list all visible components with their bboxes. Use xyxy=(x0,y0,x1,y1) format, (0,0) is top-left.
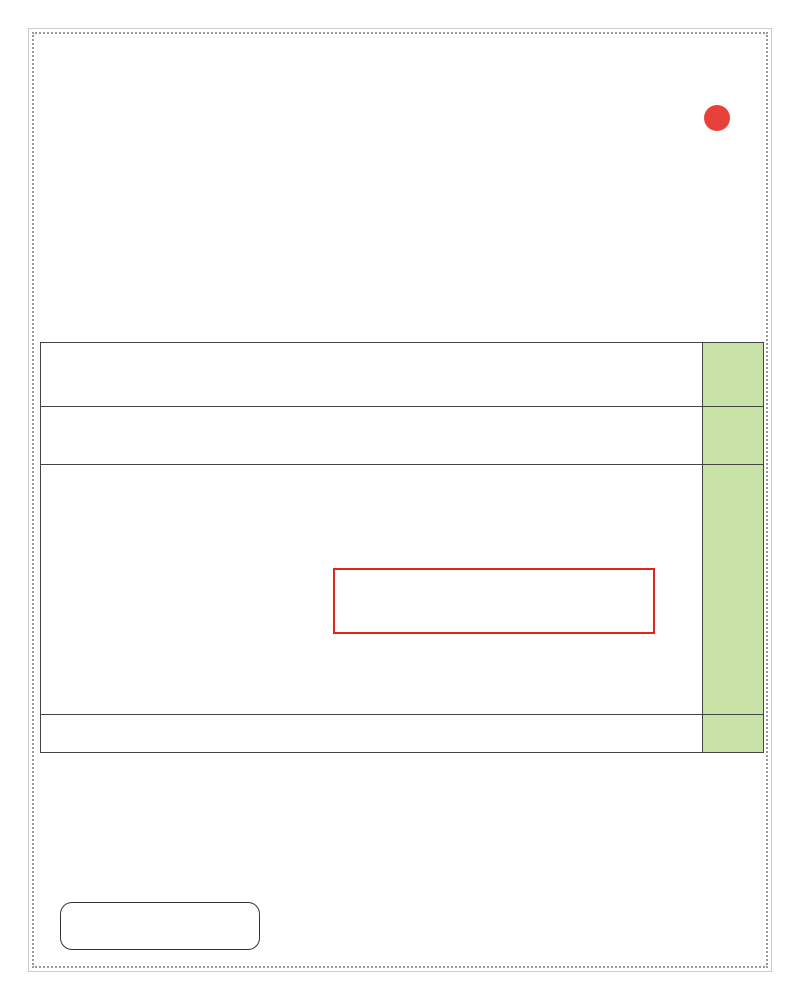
step-label-understand xyxy=(703,343,764,407)
page-number-box xyxy=(60,902,260,950)
check-text xyxy=(41,715,702,718)
row-solve xyxy=(41,465,764,715)
step-label-solve xyxy=(703,465,764,715)
solution-table xyxy=(40,342,764,753)
step-body-check xyxy=(41,715,703,753)
step-body-plan xyxy=(41,407,703,465)
solve-text xyxy=(41,465,702,468)
step-label-plan xyxy=(703,407,764,465)
row-check xyxy=(41,715,764,753)
row-plan xyxy=(41,407,764,465)
step-label-check xyxy=(703,715,764,753)
row-understand xyxy=(41,343,764,407)
plan-text xyxy=(41,407,702,410)
step-body-solve xyxy=(41,465,703,715)
step-body-understand xyxy=(41,343,703,407)
